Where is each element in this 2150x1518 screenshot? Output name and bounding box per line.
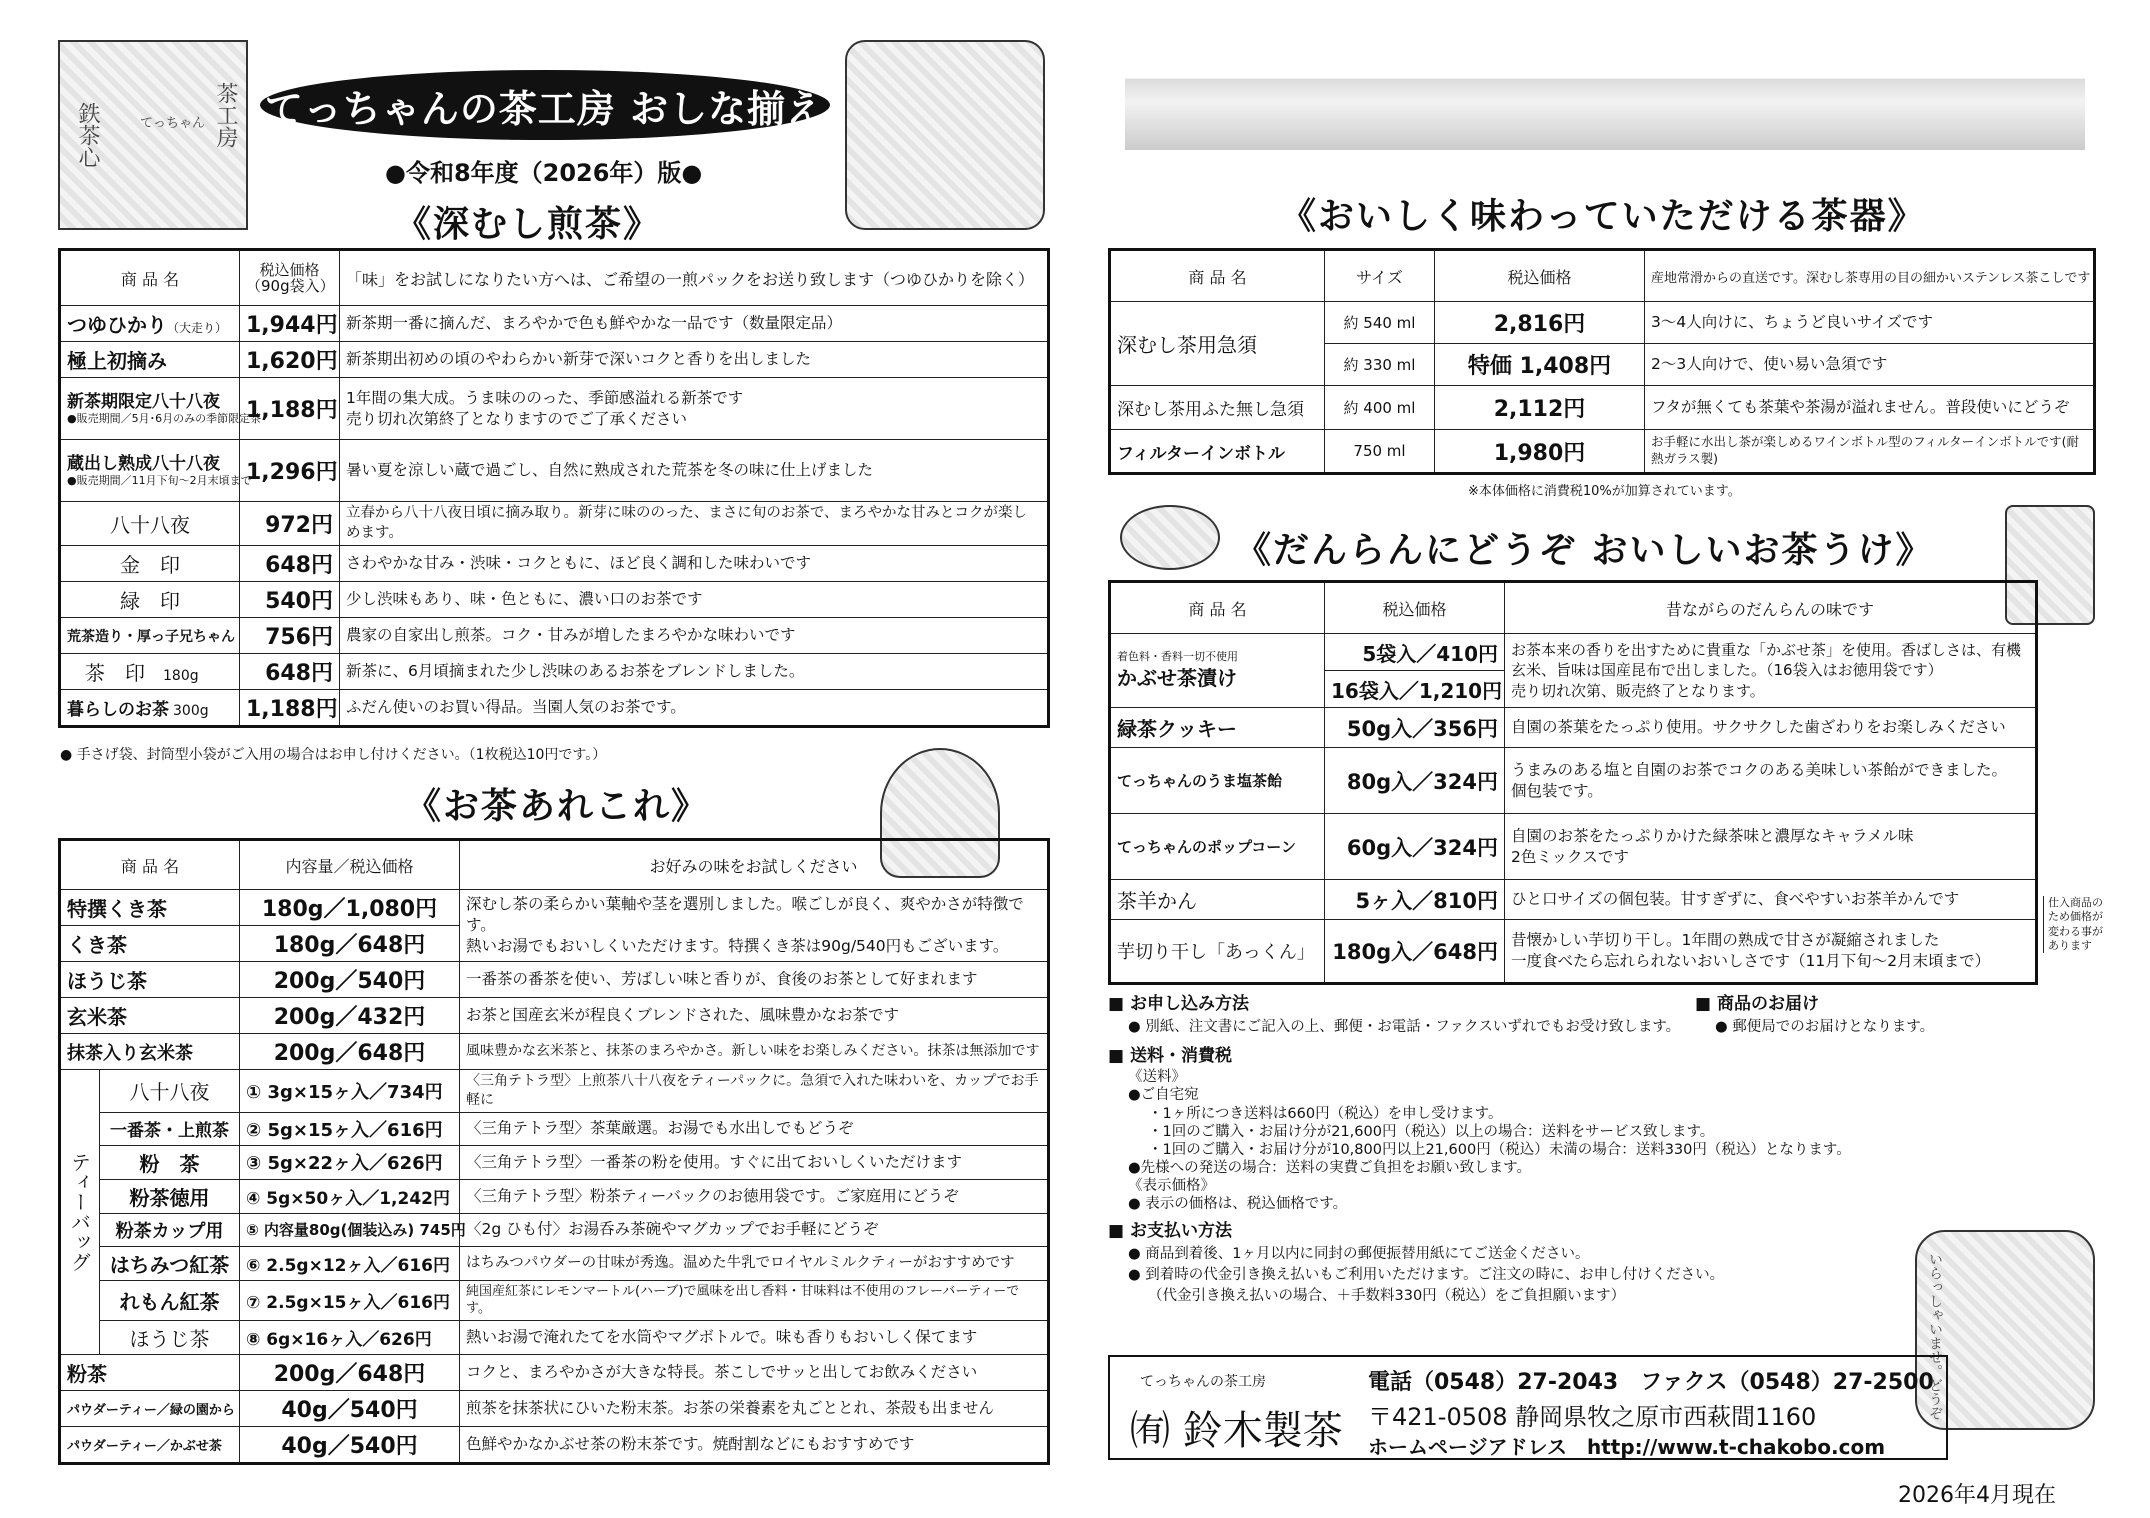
product-name: 八十八夜: [60, 502, 240, 546]
product-name: 深むし茶用急須: [1110, 302, 1325, 386]
order-section: [1108, 992, 1851, 1307]
shipping-line: ・1回のご購入・お届け分が21,600円（税込）以上の場合：送料をサービス致します。: [1148, 1123, 1715, 1140]
product-name: 粉 茶: [100, 1145, 240, 1179]
product-desc: 風味豊かな玄米茶と、抹茶のまろやかさ。新しい味をお楽しみください。抹茶は無添加です: [460, 1034, 1049, 1070]
product-name: ほうじ茶: [100, 1320, 240, 1354]
product-desc: お茶と国産玄米が程良くブレンドされた、風味豊かなお茶です: [460, 998, 1049, 1034]
product-name: れもん紅茶: [100, 1280, 240, 1320]
product-price: 1,188円: [240, 378, 340, 440]
product-name: 深むし茶用ふた無し急須: [1110, 386, 1325, 430]
product-sub: 着色料・香料一切不使用: [1117, 649, 1238, 663]
product-desc: ひと口サイズの個包装。甘すぎずに、食べやすいお茶羊かんです: [1505, 880, 2037, 920]
page-title: てっちゃんの茶工房 おしな揃え: [260, 70, 830, 140]
product-price: 200g／648円: [240, 1354, 460, 1390]
product-desc: 暑い夏を涼しい蔵で過ごし、自然に熟成された荒茶を冬の味に仕上げました: [340, 440, 1049, 502]
delivery-text: ● 郵便局でのお届けとなります。: [1715, 1018, 1935, 1035]
product-name: 緑 印: [60, 582, 240, 618]
shipping-line: ● 表示の価格は、税込価格です。: [1128, 1196, 1348, 1213]
product-price: 1,188円: [240, 690, 340, 727]
product-price: 648円: [240, 654, 340, 690]
product-desc: 〈三角テトラ型〉一番茶の粉を使用。すぐに出ておいしくいただけます: [460, 1145, 1049, 1179]
footer-phone: 電話（0548）27-2043 ファクス（0548）27-2500: [1368, 1370, 1934, 1395]
table-row: [60, 582, 1049, 618]
product-price: 180g／648円: [240, 926, 460, 962]
product-desc: 〈三角テトラ型〉粉茶ティーバックのお徳用袋です。ご家庭用にどうぞ: [460, 1179, 1049, 1213]
product-price: 1,296円: [240, 440, 340, 502]
shop-sign-right: 茶工房: [213, 82, 238, 148]
header-price: 税込価格 （90g袋入）: [240, 250, 340, 306]
product-desc: 煎茶を抹茶状にひいた粉末茶。お茶の栄養素を丸ごととれ、茶殻も出ません: [460, 1390, 1049, 1426]
header-desc: 産地常滑からの直送です。深むし茶専用の目の細かいステンレス茶こしです: [1645, 250, 2095, 302]
product-price: 5ヶ入／810円: [1325, 880, 1505, 920]
table-row: [60, 1246, 1049, 1280]
product-price: 1,944円: [240, 306, 340, 342]
product-price: 200g／540円: [240, 962, 460, 998]
table-row: [60, 1280, 1049, 1320]
product-name: ほうじ茶: [60, 962, 240, 998]
product-name: 新茶期限定八十八夜: [67, 391, 220, 412]
table-row: [1110, 748, 2037, 814]
product-desc: 〈2g ひも付〉お湯呑み茶碗やマグカップでお手軽にどうぞ: [460, 1213, 1049, 1246]
product-name: フィルターインボトル: [1110, 430, 1325, 474]
product-price: 972円: [240, 502, 340, 546]
shipping-line: 《表示価格》: [1128, 1178, 1215, 1195]
product-desc: 昔懐かしい芋切り干し。1年間の熟成で甘さが凝縮されました 一度食べたら忘れられないおいしさです（11月下旬～2月末頃まで）: [1505, 920, 2037, 984]
product-price: 16袋入／1,210円: [1325, 671, 1505, 708]
product-desc: 立春から八十八夜日頃に摘み取り。新芽に味ののった、まさに旬のお茶で、まろやかな甘みとコクが楽しめます。: [340, 502, 1049, 546]
product-sub: ●販売期間／5月･6月のみの季節限定茶: [67, 412, 262, 426]
shipping-heading: ■ 送料・消費税: [1108, 1045, 1232, 1066]
product-desc: 〈三角テトラ型〉茶葉厳選。お湯でも水出しでもどうぞ: [460, 1112, 1049, 1145]
product-name: 茶羊かん: [1110, 880, 1325, 920]
shop-sign: 鉄茶心: [75, 102, 100, 168]
product-price: 40g／540円: [240, 1426, 460, 1463]
product-name: 一番茶・上煎茶: [100, 1112, 240, 1145]
product-sub: 180g: [163, 668, 199, 685]
header-size: サイズ: [1325, 250, 1435, 302]
product-price: 200g／648円: [240, 1034, 460, 1070]
shipping-line: ・1回のご購入・お届け分が10,800円以上21,600円（税込）未満の場合：送料330円（税込）となります。: [1148, 1141, 1851, 1158]
chaki-table: [1108, 248, 2096, 475]
table-row: [60, 1145, 1049, 1179]
header-name: 商 品 名: [60, 250, 240, 306]
product-name: 粉茶徳用: [100, 1179, 240, 1213]
table-row: [60, 306, 1049, 342]
product-name: 特撰くき茶: [60, 890, 240, 926]
product-desc: 自園の茶葉をたっぷり使用。サクサクした歯ざわりをお楽しみください: [1505, 708, 2037, 748]
greeting-text: いらっしゃいませ。どうぞ: [1927, 1252, 1943, 1420]
product-desc: 熱いお湯で淹れたてを水筒やマグボトルで。味も香りもおいしく保てます: [460, 1320, 1049, 1354]
table-row: [60, 378, 1049, 440]
header-desc: 「味」をお試しになりたい方へは、ご希望の一煎パックをお送り致します（つゆひかりを除く）: [340, 250, 1049, 306]
product-name: 玄米茶: [60, 998, 240, 1034]
product-desc: 3～4人向けに、ちょうど良いサイズです: [1645, 302, 2095, 344]
product-name: 粉茶: [60, 1354, 240, 1390]
product-name: てっちゃんのポップコーン: [1110, 814, 1325, 880]
table-row: [60, 890, 1049, 926]
table-row: [60, 502, 1049, 546]
product-desc: お手軽に水出し茶が楽しめるワインボトル型のフィルターインボトルです(耐熱ガラス製): [1645, 430, 2095, 474]
product-name: 暮らしのお茶: [67, 700, 169, 721]
price-change-note: 仕入商品の ため価格が 変わる事が あります: [2043, 896, 2103, 953]
product-desc: お茶本来の香りを出すために貴重な「かぶせ茶」を使用。香ばしさは、有機玄米、旨味は国産昆布で出しました。（16袋入はお徳用袋です） 売り切れ次第、販売終了となります。: [1505, 634, 2037, 708]
product-name: 荒茶造り・厚っ子兄ちゃん: [60, 618, 240, 654]
product-price: ⑥ 2.5g×12ヶ入／616円: [240, 1246, 460, 1280]
product-name: 八十八夜: [100, 1070, 240, 1113]
order-text: ● 別紙、注文書にご記入の上、郵便・お電話・ファクスいずれでもお受け致します。: [1128, 1018, 1681, 1035]
table-row: [60, 998, 1049, 1034]
product-name: 緑茶クッキー: [1110, 708, 1325, 748]
sencha-title: 《深むし煎茶》: [395, 203, 662, 245]
product-desc: 色鮮やかなかぶせ茶の粉末茶です。焼酎割などにもおすすめです: [460, 1426, 1049, 1463]
product-price: 540円: [240, 582, 340, 618]
product-size: 約 540 ml: [1325, 302, 1435, 344]
payment-line: ● 商品到着後、1ヶ月以内に同封の郵便振替用紙にてご送金ください。: [1128, 1245, 1590, 1262]
product-price: 756円: [240, 618, 340, 654]
product-desc: 深むし茶の柔らかい葉軸や茎を選別しました。喉ごしが良く、爽やかさが特徴です。 熱いお湯でもおいしくいただけます。特撰くき茶は90g/540円もございます。: [460, 890, 1049, 962]
product-desc: うまみのある塩と自園のお茶でコクのある美味しい茶飴ができました。 個包装です。: [1505, 748, 2037, 814]
ukke-table: [1108, 580, 2038, 985]
product-price: 180g／1,080円: [240, 890, 460, 926]
product-desc: コクと、まろやかさが大きな特長。茶こしでサッと出してお飲みください: [460, 1354, 1049, 1390]
payment-heading: ■ お支払い方法: [1108, 1221, 1232, 1242]
landscape-illustration: [1125, 30, 2085, 150]
table-row: [1110, 814, 2037, 880]
shipping-line: ●ご自宅宛: [1128, 1087, 1199, 1104]
product-size: 750 ml: [1325, 430, 1435, 474]
table-header: [1110, 250, 2095, 302]
product-desc: 農家の自家出し煎茶。コク・甘みが増したまろやかな味わいです: [340, 618, 1049, 654]
as-of-date: 2026年4月現在: [1898, 1483, 2056, 1508]
table-row: [1110, 386, 2095, 430]
product-name: つゆひかり: [67, 313, 167, 337]
header-price: 税込価格: [1435, 250, 1645, 302]
sencha-table: [58, 248, 1050, 728]
product-name: 金 印: [60, 546, 240, 582]
table-row: [60, 1070, 1049, 1113]
product-price: 80g入／324円: [1325, 748, 1505, 814]
product-desc: 1年間の集大成。うま味ののった、季節感溢れる新茶です 売り切れ次第終了となりますのでご了承ください: [340, 378, 1049, 440]
product-name: 芋切り干し「あっくん」: [1110, 920, 1325, 984]
table-row: [1110, 430, 2095, 474]
table-row: [1110, 634, 2037, 671]
table-header: [1110, 582, 2037, 634]
product-price: 2,112円: [1435, 386, 1645, 430]
product-name: てっちゃんのうま塩茶飴: [1110, 748, 1325, 814]
header-price: 内容量／税込価格: [240, 840, 460, 890]
delivery-section: [1695, 992, 1934, 1038]
payment-line: （代金引き換え払いの場合、＋手数料330円（税込）をご負担願います）: [1148, 1287, 1626, 1304]
product-desc: 2～3人向けで、使い易い急須です: [1645, 344, 2095, 386]
product-price: 1,620円: [240, 342, 340, 378]
table-row: [60, 440, 1049, 502]
footer-shop-name: てっちゃんの茶工房: [1140, 1374, 1266, 1390]
product-size: 約 400 ml: [1325, 386, 1435, 430]
product-desc: 少し渋味もあり、味・色ともに、濃い口のお茶です: [340, 582, 1049, 618]
payment-line: ● 到着時の代金引き換え払いもご利用いただけます。ご注文の時に、お申し付けください。: [1128, 1266, 1725, 1283]
header-name: 商 品 名: [1110, 250, 1325, 302]
product-price: 1,980円: [1435, 430, 1645, 474]
table-row: [1110, 708, 2037, 748]
product-name: 抹茶入り玄米茶: [60, 1034, 240, 1070]
footer-company: ㈲ 鈴木製茶: [1130, 1408, 1343, 1454]
table-row: [60, 690, 1049, 727]
table-row: [1110, 302, 2095, 344]
footer-contact: [1108, 1355, 1948, 1460]
product-sub: 300g: [173, 703, 209, 720]
product-price: 2,816円: [1435, 302, 1645, 344]
shipping-line: ●先様への発送の場合：送料の実費ご負担をお願い致します。: [1128, 1159, 1531, 1176]
teapot-illustration: [1120, 505, 1220, 570]
table-row: [60, 654, 1049, 690]
product-desc: 自園のお茶をたっぷりかけた緑茶味と濃厚なキャラメル味 2色ミックスです: [1505, 814, 2037, 880]
table-row: [1110, 880, 2037, 920]
table-row: [60, 1179, 1049, 1213]
product-desc: 一番茶の番茶を使い、芳ばしい味と香りが、食後のお茶として好まれます: [460, 962, 1049, 998]
footer-url[interactable]: ホームページアドレス http://www.t-chakobo.com: [1368, 1435, 1886, 1459]
table-row: [60, 546, 1049, 582]
table-row: [60, 1354, 1049, 1390]
table-row: [60, 618, 1049, 654]
table-row: [60, 1213, 1049, 1246]
product-price: ③ 5g×22ヶ入／626円: [240, 1145, 460, 1179]
table-row: [60, 1034, 1049, 1070]
teabag-label: ティーバッグ: [60, 1070, 100, 1355]
tax-note: ※本体価格に消費税10%が加算されています。: [1468, 484, 1741, 499]
table-row: [60, 342, 1049, 378]
product-name: 極上初摘み: [60, 342, 240, 378]
header-price: 税込価格: [1325, 582, 1505, 634]
order-heading: ■ お申し込み方法: [1108, 994, 1249, 1014]
product-name: 蔵出し熟成八十八夜: [67, 453, 220, 474]
delivery-heading: ■ 商品のお届け: [1695, 994, 1819, 1014]
product-price: ⑤ 内容量80g(個装込み) 745円: [240, 1213, 460, 1246]
table-row: [60, 1426, 1049, 1463]
product-desc: はちみつパウダーの甘味が秀逸。温めた牛乳でロイヤルミルクティーがおすすめです: [460, 1246, 1049, 1280]
product-desc: 新茶に、6月頃摘まれた少し渋味のあるお茶をブレンドしました。: [340, 654, 1049, 690]
table-header: [60, 250, 1049, 306]
product-price: 648円: [240, 546, 340, 582]
shop-illustration: [58, 40, 248, 230]
product-desc: 〈三角テトラ型〉上煎茶八十八夜をティーパックに。急須で入れた味わいを、カップでお手軽に: [460, 1070, 1049, 1113]
product-desc: フタが無くても茶葉や茶湯が溢れません。普段使いにどうぞ: [1645, 386, 2095, 430]
product-price: ① 3g×15ヶ入／734円: [240, 1070, 460, 1113]
table-row: [60, 1320, 1049, 1354]
couple-illustration: [845, 40, 1045, 230]
product-name: パウダーティー／かぶせ茶: [60, 1426, 240, 1463]
product-price: 5袋入／410円: [1325, 634, 1505, 671]
shipping-line: 《送料》: [1128, 1069, 1186, 1086]
product-sub: （大走り）: [167, 321, 228, 335]
product-price: ④ 5g×50ヶ入／1,242円: [240, 1179, 460, 1213]
table-row: [1110, 920, 2037, 984]
product-name: 粉茶カップ用: [100, 1213, 240, 1246]
header-name: 商 品 名: [1110, 582, 1325, 634]
product-desc: 新茶期出初めの頃のやわらかい新芽で深いコクと香りを出しました: [340, 342, 1049, 378]
product-sub: ●販売期間／11月下旬～2月末頃まで: [67, 474, 252, 488]
shipping-line: ・1ヶ所につき送料は660円（税込）を申し受けます。: [1148, 1105, 1503, 1122]
table-row: [60, 1112, 1049, 1145]
header-desc: お好みの味をお試しください: [460, 840, 1049, 890]
product-price: 200g／432円: [240, 998, 460, 1034]
product-price: ⑧ 6g×16ヶ入／626円: [240, 1320, 460, 1354]
table-row: [60, 1390, 1049, 1426]
product-name: くき茶: [60, 926, 240, 962]
right-page: [1075, 0, 2150, 1518]
header-name: 商 品 名: [60, 840, 240, 890]
product-desc: 純国産紅茶にレモンマートル(ハーブ)で風味を出し香料・甘味料は不使用のフレーバーティーです。: [460, 1280, 1049, 1320]
product-price: ⑦ 2.5g×15ヶ入／616円: [240, 1280, 460, 1320]
product-desc: ふだん使いのお買い得品。当園人気のお茶です。: [340, 690, 1049, 727]
edition-label: ●令和8年度（2026年）版●: [385, 159, 703, 187]
product-price: 40g／540円: [240, 1390, 460, 1426]
bag-note: ● 手さげ袋、封筒型小袋がご入用の場合はお申し付けください。（1枚税込10円です。）: [60, 747, 607, 763]
product-name: はちみつ紅茶: [100, 1246, 240, 1280]
product-price: ② 5g×15ヶ入／616円: [240, 1112, 460, 1145]
product-name: かぶせ茶漬け: [1117, 666, 1237, 691]
table-header: [60, 840, 1049, 890]
product-price: 60g入／324円: [1325, 814, 1505, 880]
product-desc: 新茶期一番に摘んだ、まろやかで色も鮮やかな一品です（数量限定品）: [340, 306, 1049, 342]
product-desc: さわやかな甘み・渋味・コクともに、ほど良く調和した味わいです: [340, 546, 1049, 582]
product-price: 50g入／356円: [1325, 708, 1505, 748]
chaki-title: 《おいしく味わっていただける茶器》: [1280, 195, 1926, 237]
product-price: 180g入／648円: [1325, 920, 1505, 984]
footer-address: 〒421-0508 静岡県牧之原市西萩間1160: [1368, 1403, 1817, 1431]
product-name: パウダーティー／緑の園から: [60, 1390, 240, 1426]
header-desc: 昔ながらのだんらんの味です: [1505, 582, 2037, 634]
arekore-table: [58, 838, 1050, 1465]
ukke-title: 《だんらんにどうぞ おいしいお茶うけ》: [1235, 529, 1934, 571]
product-size: 約 330 ml: [1325, 344, 1435, 386]
table-row: [60, 962, 1049, 998]
shop-sign-center: てっちゃん: [140, 116, 206, 131]
product-price: 特価 1,408円: [1435, 344, 1645, 386]
arekore-title: 《お茶あれこれ》: [405, 785, 710, 827]
product-name: 茶 印: [85, 661, 145, 686]
